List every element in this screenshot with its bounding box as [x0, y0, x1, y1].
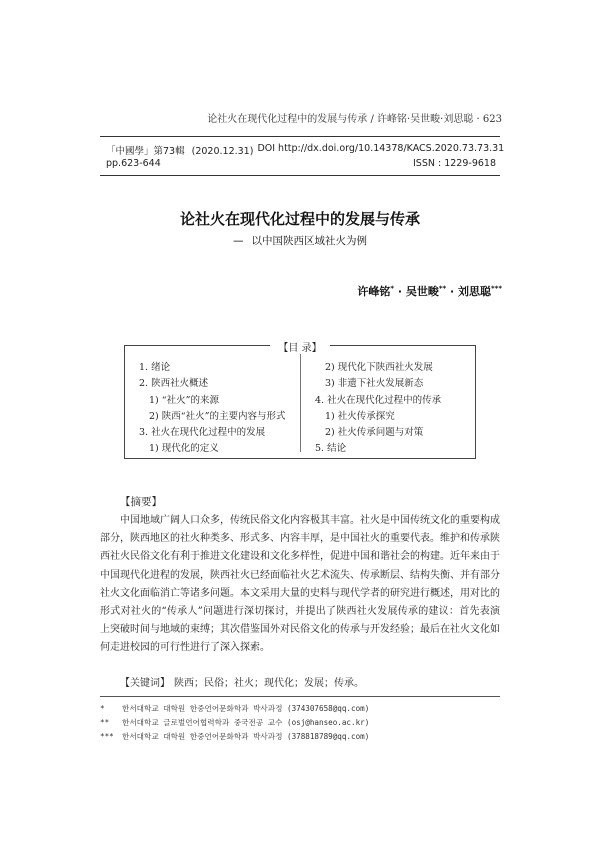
paper-subtitle: [0, 233, 600, 248]
toc-item[interactable]: 4. 社火在现代化过程中的传承: [315, 394, 442, 406]
meta-row-2: [106, 158, 496, 169]
toc-column-left: [139, 360, 285, 458]
paper-title: 论社火在现代化过程中的发展与传承: [179, 210, 420, 228]
toc-item[interactable]: 2) 陕西“社火”的主要内容与形式: [149, 410, 286, 422]
toc-divider: [300, 354, 301, 452]
keywords: [120, 674, 364, 689]
footnote-text: 한서대학교 대학원 한중언어문화학과 박사과정 (374307658@qq.com): [122, 704, 370, 713]
toc-item[interactable]: 1. 绪论: [139, 362, 171, 373]
footnote-text: 한서대학교 글로벌언어협력학과 중국전공 교수 (osj@hanseo.ac.kr): [122, 718, 370, 727]
footnote: [100, 730, 500, 744]
abstract-heading: 【摘要】: [120, 496, 162, 508]
toc-item[interactable]: 1) “社火”的来源: [149, 394, 219, 406]
publication-meta: [100, 136, 505, 176]
toc-column-right: [315, 360, 441, 458]
subtitle-dash: —: [233, 235, 244, 247]
author-name: 许峰铭: [357, 285, 391, 298]
footnote: [100, 716, 500, 730]
keywords-text: 陕西；民俗；社火；现代化；发展；传承。: [174, 678, 364, 689]
author-footnote-mark[interactable]: **: [438, 284, 447, 293]
footnote-mark: ***: [100, 732, 114, 741]
toc-item[interactable]: 1) 社火传承探究: [325, 410, 395, 422]
toc-item[interactable]: 3. 社火在现代化过程中的发展: [139, 427, 266, 439]
author-footnote-mark[interactable]: ***: [491, 284, 502, 293]
page-range: pp.623-644: [106, 158, 161, 169]
keywords-label: 【关键词】: [120, 678, 170, 689]
footnote-text: 한서대학교 대학원 한중언어문화학과 박사과정 (378818789@qq.com): [122, 732, 370, 741]
footnote-mark: **: [100, 718, 110, 727]
footnotes: [100, 702, 500, 744]
running-head: 论社火在现代化过程中的发展与传承 / 许峰铭·吴世畯·刘思聪 · 623: [207, 114, 502, 125]
issn: ISSN : 1229-9618: [413, 158, 496, 169]
table-of-contents: [124, 345, 476, 459]
toc-item[interactable]: 2) 社火传承问题与对策: [325, 427, 424, 439]
toc-item[interactable]: 3) 非遗下社火发展新态: [325, 378, 424, 390]
toc-item[interactable]: 5. 结论: [315, 443, 347, 455]
meta-row-1: [106, 143, 505, 157]
subtitle-text: 以中国陕西区域社火为例: [251, 235, 367, 247]
author-name: 吴世畯: [405, 285, 439, 298]
toc-item[interactable]: 2) 现代化下陕西社火发展: [325, 362, 433, 373]
footnote-mark: *: [100, 704, 105, 713]
footnote-rule: [100, 696, 500, 697]
abstract-body: 中国地域广阔人口众多，传统民俗文化内容极其丰富。社火是中国传统文化的重要构成部分，陕西地区的社火种类多、形式多、内容丰厚，是中国社火的重要代表。维护和传承陕西社火民俗文化有利于推进文化建设和文化多样性，促进中国和谐社会的构建。近年来由于中国现代化进程的发展，陕西社火已经面临社火艺术流失、传承断层、结构失衡、并有部分社火文化面临消亡等诸多问题。本文采用大量的史料与现代学者的研究进行概述，用对比的形式对社火的“传承人”问题进行深切探讨，并提出了陕西社火发展传承的建议：首先表演上突破时间与地域的束缚；其次借鉴国外对民俗文化的传承与开发经验；最后在社火文化如何走进校园的可行性进行了深入探索。: [100, 515, 500, 654]
publication-date: (2020.12.31): [191, 146, 254, 157]
toc-item[interactable]: 1) 现代化的定义: [149, 443, 219, 455]
author-name: 刘思聪: [458, 285, 492, 298]
toc-item[interactable]: 2. 陕西社火概述: [139, 378, 209, 390]
doi-link[interactable]: DOI http://dx.doi.org/10.14378/KACS.2020.73.73.31: [257, 143, 505, 154]
toc-title: 【目 录】: [270, 343, 329, 354]
footnote: [100, 702, 500, 716]
author-footnote-mark[interactable]: *: [390, 284, 394, 293]
journal-issue: 「中國學」第73輯: [106, 146, 185, 157]
author-list: 许峰铭* · 吴世畯** · 刘思聪***: [357, 284, 502, 298]
